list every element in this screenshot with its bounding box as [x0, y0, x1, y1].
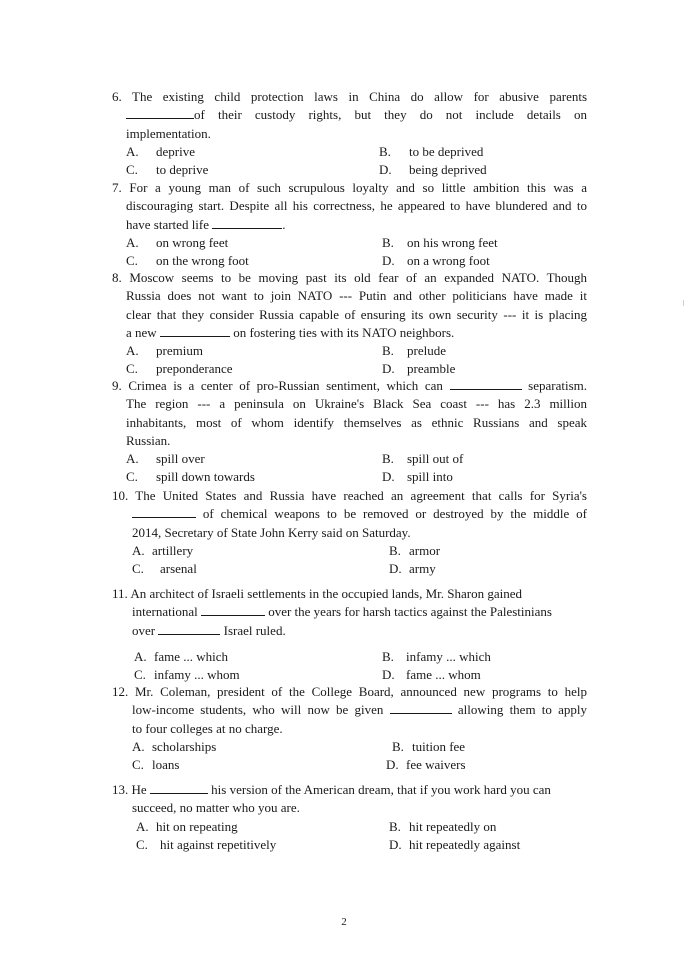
- answer-blank: [126, 106, 194, 119]
- option-letter: B.: [382, 234, 394, 250]
- stem-line: his version of the American dream, that if you work hard you can: [211, 782, 551, 797]
- option-text: fee waivers: [406, 757, 466, 773]
- option-letter: B.: [392, 738, 404, 754]
- option-letter: D.: [379, 162, 392, 178]
- question-stem: [112, 585, 582, 640]
- stem-line: For a young man of such scrupulous loyalty and so little ambition this was a: [129, 180, 588, 195]
- option-c[interactable]: [136, 836, 276, 854]
- option-letter: D.: [382, 469, 395, 485]
- stem-line: The region --- a peninsula on Ukraine's Black Sea coast --- has 2.3 million: [126, 396, 587, 412]
- options-row: [112, 648, 582, 666]
- stem-line: Crimea is a center of pro-Russian sentiment, which can: [128, 378, 443, 393]
- option-letter: A.: [136, 818, 149, 834]
- question-number: 12.: [112, 684, 129, 699]
- option-letter: C.: [126, 361, 138, 377]
- stem-line: a new: [126, 324, 157, 340]
- scan-edge-mark: [683, 300, 684, 306]
- option-text: army: [409, 561, 436, 577]
- option-letter: C.: [126, 162, 138, 178]
- option-letter: B.: [382, 343, 394, 359]
- option-text: hit repeatedly against: [409, 836, 521, 852]
- option-c[interactable]: [126, 468, 255, 486]
- option-text: hit repeatedly on: [409, 818, 497, 834]
- option-text: tuition fee: [412, 738, 466, 754]
- option-d[interactable]: [389, 560, 436, 578]
- options-row: [112, 542, 587, 560]
- stem-line: over the years for harsh tactics against the Palestinians: [268, 604, 552, 620]
- option-text: spill out of: [407, 451, 464, 467]
- stem-line: An architect of Israeli settlements in the occupied lands, Mr. Sharon gained: [130, 586, 523, 601]
- question-number: 11.: [112, 586, 128, 601]
- option-letter: D.: [382, 253, 395, 269]
- option-letter: C.: [132, 561, 144, 577]
- answer-blank: [158, 622, 220, 635]
- options-row: [112, 818, 587, 836]
- stem-line: clear that they consider Russia capable of ensuring its own security --- it is placing: [126, 306, 587, 322]
- option-letter: C.: [134, 667, 146, 683]
- question-number: 13.: [112, 782, 129, 797]
- stem-line: Russia does not want to join NATO --- Putin and other politicians have made it: [126, 288, 587, 304]
- option-letter: A.: [126, 143, 139, 159]
- option-text: prelude: [407, 343, 446, 359]
- option-c[interactable]: [126, 252, 249, 270]
- option-d[interactable]: [382, 252, 490, 270]
- option-b[interactable]: [382, 342, 446, 360]
- option-text: spill over: [156, 451, 205, 467]
- option-a[interactable]: [136, 818, 238, 836]
- option-letter: B.: [382, 648, 394, 664]
- option-letter: C.: [132, 757, 144, 773]
- option-a[interactable]: [126, 342, 203, 360]
- stem-line: on fostering ties with its NATO neighbors.: [233, 324, 455, 340]
- option-text: artillery: [152, 542, 194, 558]
- option-a[interactable]: [126, 450, 205, 468]
- stem-line: have started life: [126, 216, 210, 232]
- option-b[interactable]: [382, 648, 491, 666]
- option-letter: D.: [386, 757, 399, 773]
- option-text: on his wrong feet: [407, 234, 498, 250]
- option-text: armor: [409, 542, 441, 558]
- answer-blank: [150, 781, 208, 794]
- stem-line: He: [131, 782, 147, 797]
- option-text: spill into: [407, 469, 453, 485]
- option-d[interactable]: [389, 836, 520, 854]
- question-number: 8.: [112, 270, 122, 285]
- option-letter: A.: [132, 738, 145, 754]
- option-b[interactable]: [382, 450, 463, 468]
- stem-line: separatism.: [528, 378, 587, 393]
- answer-blank: [132, 505, 196, 518]
- option-letter: C.: [126, 253, 138, 269]
- option-letter: B.: [379, 143, 391, 159]
- option-a[interactable]: [132, 542, 193, 560]
- option-text: infamy ... which: [406, 648, 491, 664]
- option-letter: A.: [134, 648, 147, 664]
- options-row: [112, 143, 587, 161]
- option-letter: C.: [136, 836, 148, 852]
- stem-line: .: [282, 216, 286, 232]
- options-row: [112, 161, 587, 179]
- option-b[interactable]: [389, 542, 440, 560]
- option-a[interactable]: [126, 234, 228, 252]
- option-text: scholarships: [152, 738, 217, 754]
- option-c[interactable]: [134, 666, 240, 684]
- page-number: 2: [341, 916, 347, 928]
- question-stem: [112, 88, 587, 143]
- option-letter: D.: [389, 836, 402, 852]
- stem-line: The existing child protection laws in China do allow for abusive parents: [132, 89, 588, 104]
- option-a[interactable]: [132, 738, 216, 756]
- option-letter: B.: [382, 451, 394, 467]
- option-text: premium: [156, 343, 203, 359]
- options-row: [112, 560, 587, 578]
- option-text: preamble: [407, 361, 456, 377]
- option-d[interactable]: [386, 756, 466, 774]
- option-text: on the wrong foot: [156, 253, 249, 269]
- stem-line: The United States and Russia have reached an agreement that calls for Syria's: [135, 488, 587, 503]
- stem-line: Israel ruled.: [223, 622, 286, 638]
- stem-line: 2014, Secretary of State John Kerry said on Saturday.: [132, 524, 411, 540]
- stem-line: Russian.: [126, 432, 171, 448]
- stem-line: implementation.: [126, 125, 211, 141]
- question-number: 6.: [112, 89, 122, 104]
- question-9: [112, 377, 587, 487]
- options-row: [112, 342, 587, 360]
- question-stem: [112, 781, 587, 818]
- question-stem: [112, 179, 587, 234]
- question-stem: [112, 269, 587, 342]
- option-letter: D.: [382, 667, 395, 683]
- question-13: [112, 781, 587, 854]
- option-letter: A.: [126, 234, 139, 250]
- options-row: [112, 450, 587, 468]
- option-a[interactable]: [134, 648, 228, 666]
- stem-line: succeed, no matter who you are.: [132, 800, 300, 816]
- option-text: hit on repeating: [156, 818, 238, 834]
- stem-line: of chemical weapons to be removed or destroyed by the middle of: [202, 506, 588, 522]
- answer-blank: [201, 603, 265, 616]
- options-row: [112, 756, 587, 774]
- stem-line: of their custody rights, but they do not include details on: [194, 107, 587, 123]
- question-12: [112, 683, 587, 774]
- option-text: spill down towards: [156, 469, 255, 485]
- stem-line: allowing them to apply: [457, 702, 587, 718]
- answer-blank: [160, 324, 230, 337]
- option-letter: A.: [132, 542, 145, 558]
- question-6: [112, 88, 587, 179]
- option-text: infamy ... whom: [154, 667, 240, 683]
- option-text: to be deprived: [409, 143, 484, 159]
- option-text: being deprived: [409, 162, 487, 178]
- option-text: loans: [152, 757, 180, 773]
- answer-blank: [212, 216, 282, 229]
- option-letter: B.: [389, 542, 401, 558]
- stem-line: discouraging start. Despite all his correctness, he appeared to have blundered and to: [126, 198, 587, 214]
- option-text: fame ... which: [154, 648, 229, 664]
- options-row: [112, 836, 587, 854]
- option-text: to deprive: [156, 162, 209, 178]
- option-c[interactable]: [132, 756, 179, 774]
- option-text: arsenal: [160, 561, 197, 577]
- option-text: on wrong feet: [156, 234, 229, 250]
- option-text: fame ... whom: [406, 667, 481, 683]
- options-row: [112, 252, 587, 270]
- stem-line: over: [132, 622, 156, 638]
- stem-line: international: [132, 604, 198, 620]
- options-row: [112, 468, 587, 486]
- option-c[interactable]: [132, 560, 197, 578]
- option-text: deprive: [156, 143, 195, 159]
- option-d[interactable]: [382, 468, 453, 486]
- answer-blank: [450, 377, 522, 390]
- stem-line: low-income students, who will now be given: [132, 702, 384, 718]
- option-a[interactable]: [126, 143, 195, 161]
- option-text: on a wrong foot: [407, 253, 490, 269]
- option-d[interactable]: [382, 666, 481, 684]
- stem-line: inhabitants, most of whom identify themselves as ethnic Russians and speak: [126, 414, 587, 430]
- option-d[interactable]: [379, 161, 487, 179]
- question-number: 10.: [112, 488, 129, 503]
- question-10: [112, 487, 587, 578]
- option-b[interactable]: [382, 234, 498, 252]
- options-row: [112, 666, 582, 684]
- option-letter: A.: [126, 343, 139, 359]
- question-stem: [112, 487, 587, 542]
- option-text: hit against repetitively: [160, 836, 277, 852]
- option-letter: C.: [126, 469, 138, 485]
- question-stem: [112, 683, 587, 738]
- option-text: preponderance: [156, 361, 233, 377]
- options-row: [112, 234, 587, 252]
- option-letter: A.: [126, 451, 139, 467]
- options-row: [112, 738, 587, 756]
- option-b[interactable]: [392, 738, 465, 756]
- option-letter: B.: [389, 818, 401, 834]
- option-b[interactable]: [389, 818, 496, 836]
- question-number: 9.: [112, 378, 122, 393]
- option-c[interactable]: [126, 161, 208, 179]
- stem-line: to four colleges at no charge.: [132, 720, 283, 736]
- stem-line: Mr. Coleman, president of the College Board, announced new programs to help: [134, 684, 588, 699]
- question-number: 7.: [112, 180, 122, 195]
- option-letter: D.: [382, 361, 395, 377]
- question-stem: [112, 377, 587, 450]
- option-b[interactable]: [379, 143, 483, 161]
- answer-blank: [390, 701, 452, 714]
- question-8: [112, 269, 587, 379]
- question-7: [112, 179, 587, 270]
- question-11: [112, 585, 582, 684]
- option-letter: D.: [389, 561, 402, 577]
- stem-line: Moscow seems to be moving past its old fear of an expanded NATO. Though: [129, 270, 588, 285]
